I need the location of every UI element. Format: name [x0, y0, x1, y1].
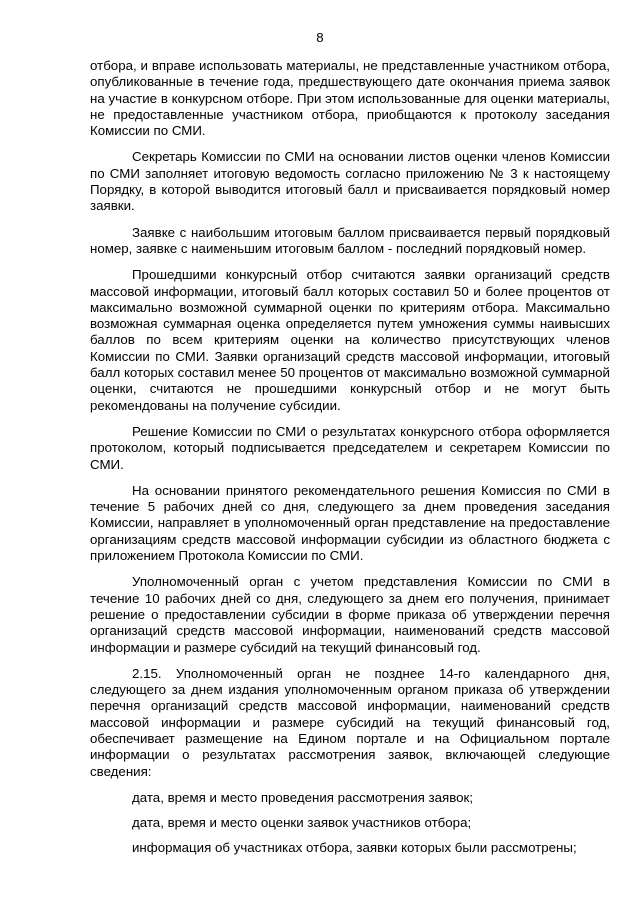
paragraph: Решение Комиссии по СМИ о результатах конкурсного отбора оформляется протоколом, который подписывается председателем и секретарем Комиссии по СМИ.	[90, 423, 610, 472]
paragraph: Уполномоченный орган с учетом представления Комиссии по СМИ в течение 10 рабочих дней со дня, следующего за днем его получения, принимает решение о предоставлении субсидии в форме приказа об утверждении перечня организаций средств массовой информации, наименований средств массовой информации и размере субсидий на текущий финансовый год.	[90, 574, 610, 655]
document-body	[90, 58, 610, 866]
list-item: дата, время и место оценки заявок участников отбора;	[132, 815, 472, 831]
paragraph: На основании принятого рекомендательного решения Комиссия по СМИ в течение 5 рабочих дней со дня, следующего за днем проведения заседания Комиссии, направляет в уполномоченный орган представление на предоставление организациям средств массовой информации субсидии из областного бюджета с приложением Протокола Комиссии по СМИ.	[90, 482, 610, 564]
list-item: дата, время и место проведения рассмотрения заявок;	[132, 789, 474, 805]
section-paragraph: 2.15. Уполномоченный орган не позднее 14-го календарного дня, следующего за днем издания уполномоченным органом приказа об утверждении перечня организаций средств массовой информации, наименований средств массовой информации и размере субсидий на текущий финансовый год, обеспечивает размещение на Едином портале и на Официальном портале информации о результатах рассмотрения заявок, включающей следующие сведения:	[90, 665, 610, 779]
paragraph: Заявке с наибольшим итоговым баллом присваивается первый порядковый номер, заявке с наименьшим итоговым баллом - последний порядковый номер.	[90, 224, 610, 256]
page-number: 8	[316, 30, 324, 45]
paragraph: Прошедшими конкурсный отбор считаются заявки организаций средств массовой информации, итоговый балл которых составил 50 и более процентов от максимально возможной суммарной оценки по критериям отбора. Максимально возможная суммарная оценка определяется путем умножения суммы наивысших баллов по всем критериям оценки на количество присутствующих членов Комиссии по СМИ. Заявки организаций средств массовой информации, итоговый балл которых составил менее 50 процентов от максимально возможной суммарной оценки, считаются не прошедшими конкурсный отбор и не могут быть рекомендованы на получение субсидии.	[90, 267, 610, 413]
paragraph-continuation: отбора, и вправе использовать материалы, не представленные участником отбора, опубликованные в течение года, предшествующего дате окончания приема заявок на участие в конкурсном отборе. При этом использованные для оценки материалы, не предоставленные участником отбора, приобщаются к протоколу заседания Комиссии по СМИ.	[90, 58, 610, 139]
paragraph: Секретарь Комиссии по СМИ на основании листов оценки членов Комиссии по СМИ заполняет итоговую ведомость согласно приложению № 3 к настоящему Порядку, в которой выводится итоговый балл и присваивается порядковый номер заявки.	[90, 149, 610, 214]
list-item: информация об участниках отбора, заявки которых были рассмотрены;	[132, 840, 577, 856]
